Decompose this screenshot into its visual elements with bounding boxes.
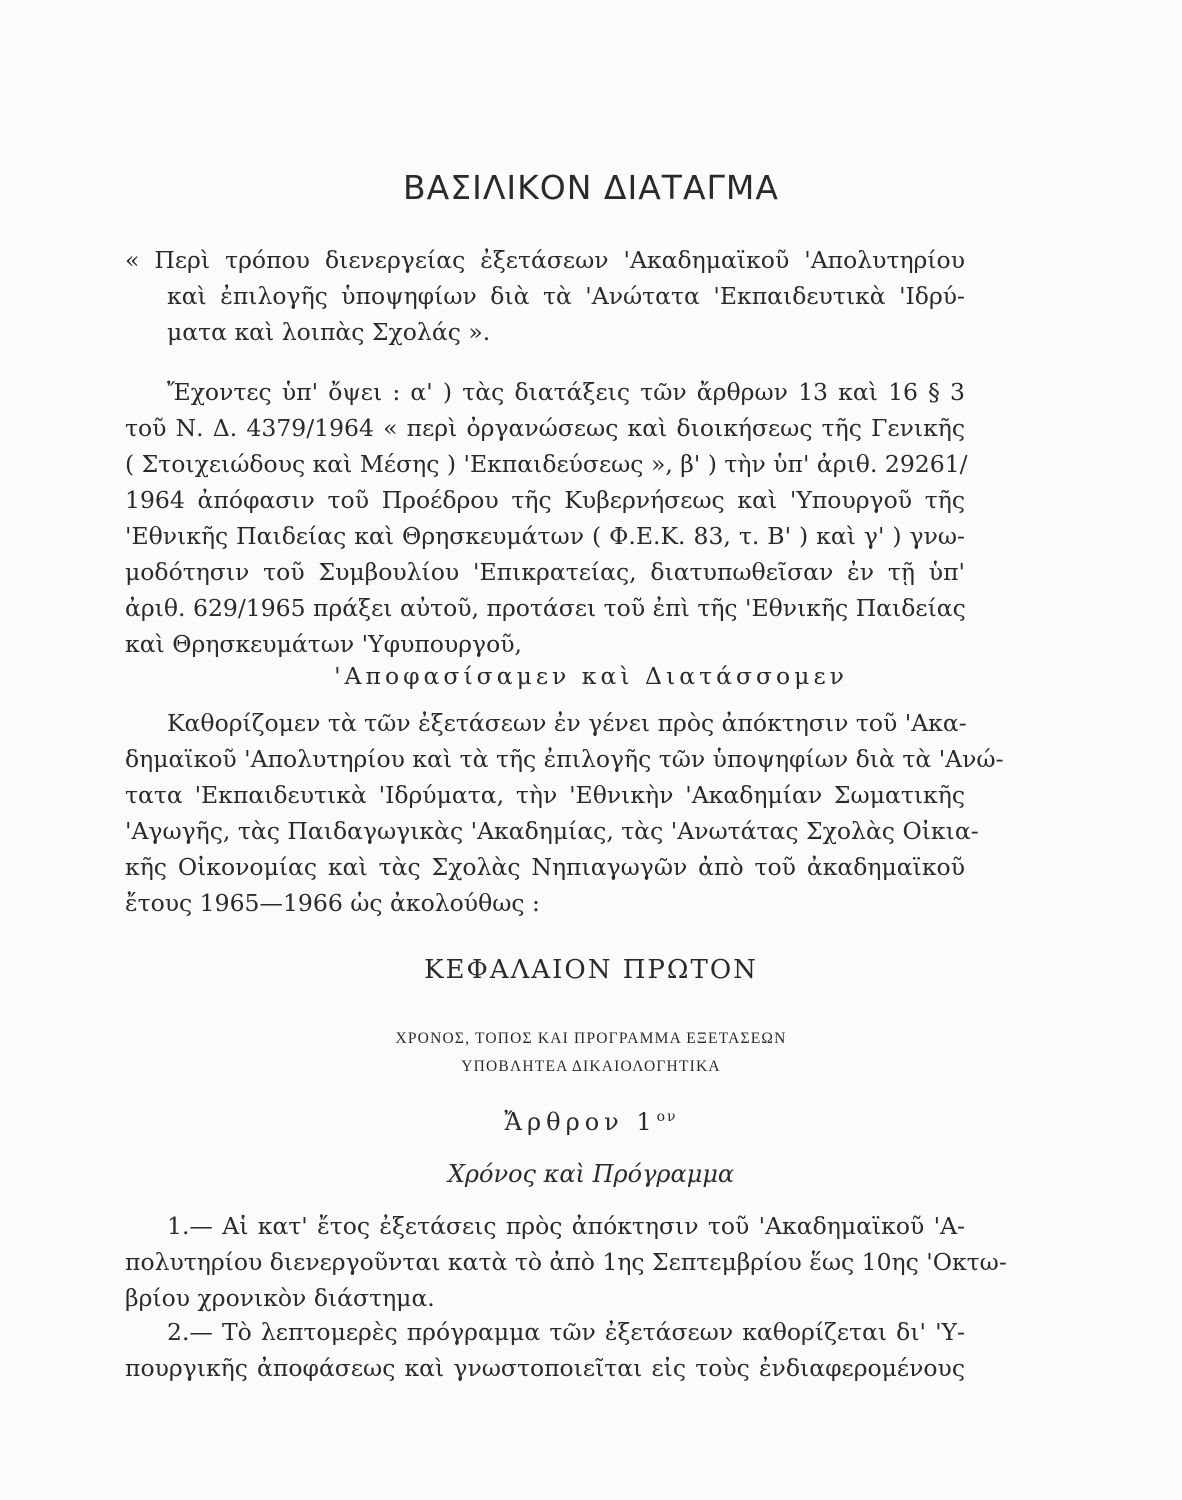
- preamble-line: ( Στοιχειώδους καὶ Μέσης ) 'Εκπαιδεύσεως », β' ) τὴν ὑπ' ἀριθ. 29261/: [125, 450, 968, 478]
- body-line: 'Αγωγῆς, τὰς Παιδαγωγικὰς 'Ακαδημίας, τὰς 'Ανωτάτας Σχολὰς Οἰκια-: [125, 817, 979, 845]
- body-line: κῆς Οἰκονομίας καὶ τὰς Σχολὰς Νηπιαγωγῶν ἀπὸ τοῦ ἀκαδημαϊκοῦ: [125, 853, 965, 881]
- subject-line: ματα καὶ λοιπὰς Σχολάς ».: [167, 318, 491, 346]
- body-line: ἔτους 1965—1966 ὡς ἀκολούθως :: [125, 889, 540, 917]
- preamble-line: 1964 ἀπόφασιν τοῦ Προέδρου τῆς Κυβερνήσεως καὶ 'Υπουργοῦ τῆς: [125, 486, 965, 514]
- body-line: τατα 'Εκπαιδευτικὰ 'Ιδρύματα, τὴν 'Εθνικὴν 'Ακαδημίαν Σωματικῆς: [125, 781, 965, 809]
- article-line: βρίου χρονικὸν διάστημα.: [125, 1284, 435, 1312]
- article-line: πολυτηρίου διενεργοῦνται κατὰ τὸ ἀπὸ 1ης Σεπτεμβρίου ἕως 10ης 'Οκτω-: [125, 1248, 1007, 1276]
- body-paragraph: [125, 705, 1004, 921]
- preamble-line: μοδότησιν τοῦ Συμβουλίου 'Επικρατείας, διατυπωθεῖσαν ἐν τῇ ὑπ': [125, 558, 965, 586]
- article-line: 1.— Αἱ κατ' ἔτος ἐξετάσεις πρὸς ἀπόκτησιν τοῦ 'Ακαδημαϊκοῦ 'Α-: [167, 1212, 965, 1240]
- chapter-subtitle: ΥΠΟΒΛΗΤΕΑ ΔΙΚΑΙΟΛΟΓΗΤΙΚΑ: [461, 1058, 721, 1075]
- article-title: Ἄρθρον 1: [504, 1108, 657, 1136]
- article-line: 2.— Τὸ λεπτομερὲς πρόγραμμα τῶν ἐξετάσεων καθορίζεται δι' 'Υ-: [167, 1318, 965, 1346]
- decree-subject: [125, 242, 965, 350]
- preamble-line: ἀριθ. 629/1965 πράξει αὐτοῦ, προτάσει τοῦ ἐπὶ τῆς 'Εθνικῆς Παιδείας: [125, 594, 966, 622]
- article-subtitle: Χρόνος καὶ Πρόγραμμα: [447, 1160, 735, 1188]
- preamble-paragraph: [125, 374, 968, 662]
- subject-line: καὶ ἐπιλογῆς ὑποψηφίων διὰ τὰ 'Ανώτατα 'Εκπαιδευτικὰ 'Ιδρύ-: [167, 282, 965, 310]
- decree-phrase: 'Αποφασίσαμεν καὶ Διατάσσομεν: [334, 662, 848, 690]
- preamble-line: 'Εθνικῆς Παιδείας καὶ Θρησκευμάτων ( Φ.Ε.Κ. 83, τ. Β' ) καὶ γ' ) γνω-: [125, 522, 965, 550]
- chapter-subtitle: ΧΡΟΝΟΣ, ΤΟΠΟΣ ΚΑΙ ΠΡΟΓΡΑΜΜΑ ΕΞΕΤΑΣΕΩΝ: [395, 1030, 787, 1047]
- preamble-line: καὶ Θρησκευμάτων 'Υφυπουργοῦ,: [125, 630, 523, 658]
- article-heading: [0, 1108, 1182, 1136]
- preamble-line: τοῦ Ν. Δ. 4379/1964 « περὶ ὀργανώσεως καὶ διοικήσεως τῆς Γενικῆς: [125, 414, 965, 442]
- decree-title: ΒΑΣΙΛΙΚΟΝ ΔΙΑΤΑΓΜΑ: [403, 168, 779, 207]
- article-paragraph-1: [125, 1208, 1007, 1316]
- chapter-title: ΚΕΦΑΛΑΙΟΝ ΠΡΩΤΟΝ: [424, 955, 758, 985]
- subject-line: « Περὶ τρόπου διενεργείας ἐξετάσεων 'Ακαδημαϊκοῦ 'Απολυτηρίου: [125, 246, 965, 274]
- article-title-ordinal: ον: [656, 1109, 678, 1125]
- article-line: πουργικῆς ἀποφάσεως καὶ γνωστοποιεῖται εἰς τοὺς ἐνδιαφερομένους: [125, 1354, 965, 1382]
- preamble-line: Ἔχοντες ὑπ' ὄψει : α' ) τὰς διατάξεις τῶν ἄρθρων 13 καὶ 16 § 3: [167, 378, 965, 406]
- body-line: Καθορίζομεν τὰ τῶν ἐξετάσεων ἐν γένει πρὸς ἀπόκτησιν τοῦ 'Ακα-: [167, 709, 967, 737]
- article-paragraph-2: [125, 1314, 965, 1386]
- body-line: δημαϊκοῦ 'Απολυτηρίου καὶ τὰ τῆς ἐπιλογῆς τῶν ὑποψηφίων διὰ τὰ 'Ανώ-: [125, 745, 1004, 773]
